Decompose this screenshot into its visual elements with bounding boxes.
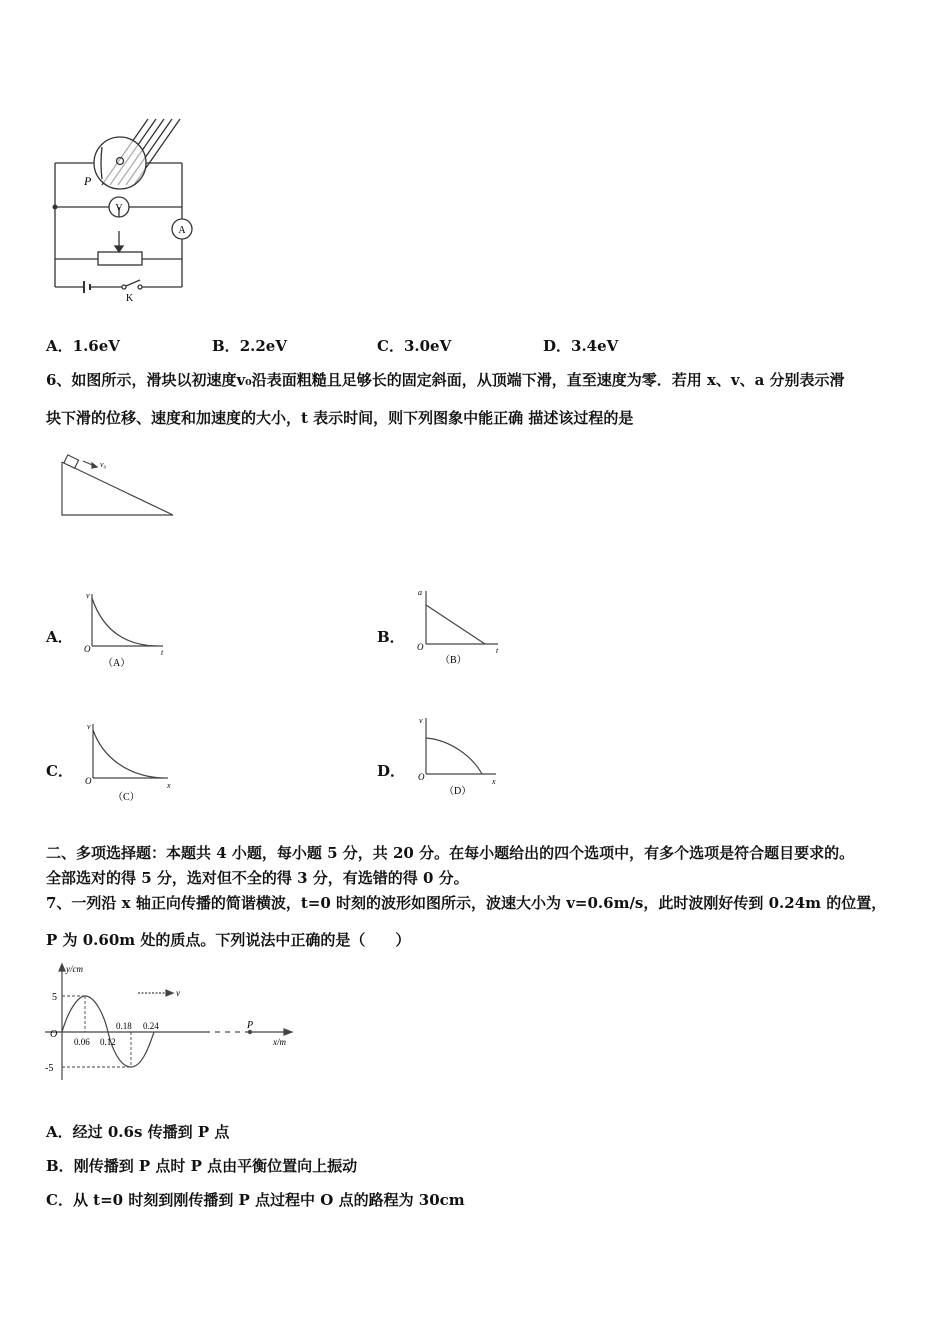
q6-stem-line2: 块下滑的位移、速度和加速度的大小，t 表示时间，则下列图象中能正确 描述该过程的是	[46, 409, 634, 427]
option-letter: A．	[46, 1123, 73, 1141]
v0-label: v₀	[100, 460, 107, 469]
wave-tick-018: 0.18	[116, 1021, 132, 1031]
origin-label: O	[418, 772, 425, 782]
option-text: 3.4eV	[571, 337, 619, 355]
y-axis-label: v	[419, 716, 423, 725]
graph-caption: （C）	[113, 792, 140, 803]
graph-caption: （B）	[440, 655, 467, 666]
origin-label: O	[84, 644, 91, 654]
y-axis-label: a	[418, 588, 422, 597]
q7-option-c[interactable]	[46, 1190, 465, 1210]
q6-option-b-letter[interactable]: B．	[377, 628, 405, 646]
incline-figure	[55, 452, 185, 522]
q6-graph-c[interactable]	[78, 718, 183, 806]
option-letter: C．	[46, 1191, 73, 1209]
wave-figure	[40, 960, 305, 1085]
wave-tick-006: 0.06	[74, 1037, 90, 1047]
option-text: 3.0eV	[403, 337, 452, 355]
wave-velocity-label: v	[176, 988, 180, 998]
q6-option-d-letter[interactable]: D．	[377, 762, 406, 780]
origin-label: O	[85, 776, 92, 786]
q7-stem-line2: P 为 0.60m 处的质点。下列说法中正确的是（ ）	[46, 931, 411, 949]
wave-tick-012: 0.12	[100, 1037, 116, 1047]
q5-option-a[interactable]	[46, 336, 120, 356]
x-axis-label: t	[161, 648, 164, 657]
option-text: 经过 0.6s 传播到 P 点	[72, 1123, 230, 1141]
label-v: V	[115, 203, 123, 214]
q6-graph-a[interactable]	[78, 588, 178, 673]
option-letter: C．	[377, 337, 404, 355]
origin-label: O	[417, 642, 424, 652]
wave-x-axis-label: x/m	[273, 1037, 286, 1047]
section2-heading-line2: 全部选对的得 5 分，选对但不全的得 3 分，有选错的得 0 分。	[46, 869, 469, 887]
option-text: 1.6eV	[72, 337, 120, 355]
q6-graph-b[interactable]	[410, 585, 510, 670]
option-letter: A．	[46, 337, 73, 355]
q6-option-c-letter[interactable]: C．	[46, 762, 73, 780]
label-k: K	[126, 293, 134, 304]
q6-graph-d[interactable]	[410, 712, 510, 802]
wave-origin-label: O	[50, 1029, 58, 1040]
wave-tick-024: 0.24	[143, 1021, 159, 1031]
q6-stem-line1: 6、如图所示，滑块以初速度v₀沿表面粗糙且足够长的固定斜面，从顶端下滑，直至速度为零．若用 x、v、a 分别表示滑	[46, 371, 845, 389]
option-text: 刚传播到 P 点时 P 点由平衡位置向上振动	[73, 1157, 358, 1175]
option-text: 从 t=0 时刻到刚传播到 P 点过程中 O 点的路程为 30cm	[72, 1191, 465, 1209]
section2-heading-line1: 二、多项选择题：本题共 4 小题，每小题 5 分，共 20 分。在每小题给出的四个选项中，有多个选项是符合题目要求的。	[46, 844, 855, 862]
x-axis-label: x	[492, 777, 496, 786]
q5-option-c[interactable]	[377, 336, 451, 356]
wave-amplitude-neg: -5	[45, 1063, 54, 1074]
wave-y-axis-label: y/cm	[66, 964, 83, 974]
q7-stem-line1: 7、一列沿 x 轴正向传播的简谐横波，t=0 时刻的波形如图所示，波速大小为 v=0.6m/s，此时波刚好传到 0.24m 的位置，	[46, 894, 887, 912]
wave-point-p: P	[247, 1020, 254, 1031]
y-axis-label: v	[87, 722, 91, 731]
graph-caption: （D）	[444, 786, 472, 797]
q5-option-b[interactable]	[212, 336, 287, 356]
x-axis-label: x	[167, 781, 171, 790]
option-text: 2.2eV	[239, 337, 287, 355]
x-axis-label: t	[496, 646, 499, 655]
y-axis-label: v	[86, 591, 90, 600]
label-a: A	[178, 225, 186, 236]
wave-amplitude-pos: 5	[52, 992, 57, 1003]
option-letter: D．	[543, 337, 572, 355]
q7-option-a[interactable]	[46, 1122, 229, 1142]
option-letter: B．	[212, 337, 240, 355]
option-letter: B．	[46, 1157, 74, 1175]
q5-option-d[interactable]	[543, 336, 618, 356]
q7-option-b[interactable]	[46, 1156, 357, 1176]
graph-caption: （A）	[103, 658, 131, 669]
q6-option-a-letter[interactable]: A．	[46, 628, 73, 646]
photoelectric-circuit-figure	[40, 105, 210, 305]
label-p: P	[84, 174, 92, 188]
